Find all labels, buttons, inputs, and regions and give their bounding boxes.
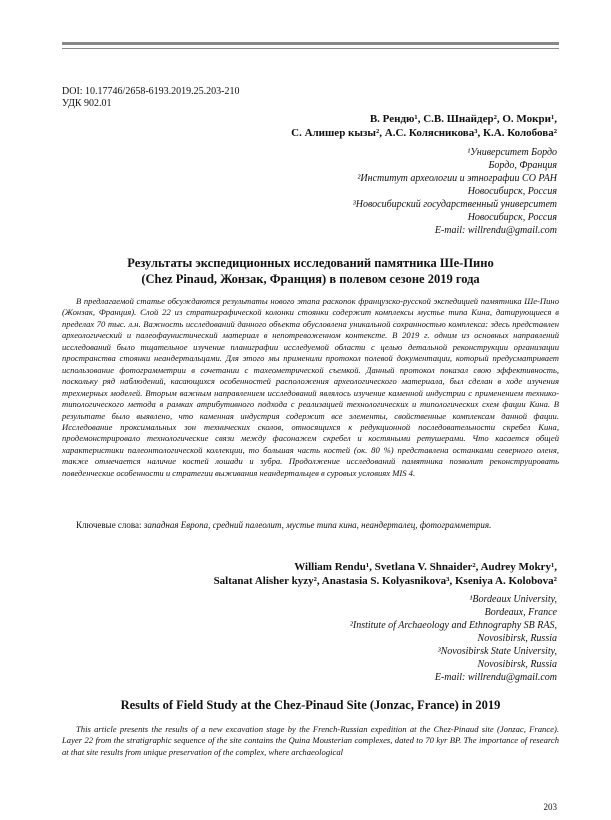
en-affiliations	[350, 593, 557, 684]
article-meta	[62, 86, 240, 110]
en-authors-line-2: Saltanat Alisher kyzy², Anastasia S. Kolyasnikova³, Kseniya A. Kolobova²	[213, 575, 557, 587]
ru-affiliation-line: ²Институт археологии и этнографии СО РАН	[357, 173, 557, 184]
ru-title-line-1: Результаты экспедиционных исследований памятника Ше-Пино	[127, 256, 494, 270]
ru-email: E-mail: willrendu@gmail.com	[434, 225, 557, 236]
ru-keywords-list: западная Европа, средний палеолит, мустье типа кина, неандерталец, фотограмметрия.	[143, 520, 492, 530]
ru-title-line-2: (Chez Pinaud, Жонзак, Франция) в полевом сезоне 2019 года	[141, 272, 480, 286]
en-affiliation-line: Novosibirsk, Russia	[477, 633, 557, 644]
ru-article-title	[62, 255, 559, 287]
ru-affiliation-line: ¹Университет Бордо	[467, 147, 557, 158]
en-affiliation-line: ¹Bordeaux University,	[469, 594, 557, 605]
ru-affiliation-line: Новосибирск, Россия	[467, 186, 557, 197]
ru-affiliation-line: ³Новосибирский государственный университет	[352, 199, 557, 210]
en-affiliation-line: ²Institute of Archaeology and Ethnography SB RAS,	[349, 620, 557, 631]
doi: DOI: 10.17746/2658-6193.2019.25.203-210	[62, 86, 240, 97]
ru-abstract: В предлагаемой статье обсуждаются результаты нового этапа раскопок французско-русской экспедицией памятника Ше-Пино (Жонзак, Франция). Слой 22 из стратиграфической колонки стоянки содержит комплексы мустье типа Кина, датирующиеся в пределах 70 тыс. л.н. Важность исследований данного объекта обусловлена уникальной сохранностью комплекса: здесь представлен археологический и палеофаунистический материал в непотревоженном контексте. В 2019 г. одним из основных направлений исследований было тщательное изучение планиграфии исследуемой области с целью детальной реконструкции организации пространства стоянки неандертальцами. Для этого мы применили протокол полевой документации, который предусматривает использование фотограмметрии в сочетании с тахеометрической съемкой. Данный протокол показал свою эффективность, поскольку ряд наблюдений, касающихся особенностей расположения археологического материала, был сделан в ходе изучения трехмерных моделей. Вторым важным направлением исследований являлось изучение каменной индустрии с применением технико-типологического метода в рамках атрибутивного подхода с реализацией технологических и типологических схем фации Кина. В результате было выявлено, что каменная индустрия содержит все элементы, свойственные комплексам данной фации. Исследование проксимальных зон технических сколов, относящихся к редукционной последовательности скребел Кина, продемонстрировало технологические связи между фасонажем скребел и костяными ретушерами. Что касается общей характеристики палеонтологической коллекции, то большая часть костей (ок. 80 %) представлена останками северного оленя, также отмечается наличие костей лошади и зубра. Продолжение исследований памятника позволит реконструировать поведенческие особенности и стратегии выживания неандертальцев в суровых условиях MIS 4.	[62, 296, 559, 478]
en-authors-line-1: William Rendu¹, Svetlana V. Shnaider², Audrey Mokry¹,	[294, 561, 557, 573]
top-rule-thick	[62, 42, 559, 45]
en-email: E-mail: willrendu@gmail.com	[434, 672, 557, 683]
en-affiliation-line: Bordeaux, France	[484, 607, 557, 618]
en-affiliation-line: Novosibirsk, Russia	[477, 659, 557, 670]
en-authors	[214, 560, 557, 588]
ru-keywords	[76, 519, 559, 531]
ru-affiliation-line: Бордо, Франция	[488, 160, 557, 171]
ru-keywords-label: Ключевые слова:	[76, 520, 142, 530]
udc-code: УДК 902.01	[62, 98, 112, 109]
en-affiliation-line: ³Novosibirsk State University,	[437, 646, 557, 657]
en-article-title	[62, 697, 559, 713]
ru-authors	[291, 112, 557, 140]
en-title-line: Results of Field Study at the Chez-Pinaud Site (Jonzac, France) in 2019	[120, 698, 501, 712]
ru-authors-line-2: С. Алишер кызы², А.С. Колясникова³, К.А. Колобова²	[291, 127, 557, 139]
ru-affiliations	[353, 146, 557, 237]
en-abstract: This article presents the results of a new excavation stage by the French-Russian expedition at the Chez-Pinaud site (Jonzac, France). Layer 22 from the stratigraphic sequence of the site contains the Quina Mousterian complexes, dated to 70 kyr BP. The importance of research at that site results from unique preservation of the complex, where archaeological	[62, 724, 559, 757]
ru-affiliation-line: Новосибирск, Россия	[467, 212, 557, 223]
top-rule-thin	[62, 48, 559, 49]
page-number: 203	[543, 802, 557, 812]
ru-authors-line-1: В. Рендю¹, С.В. Шнайдер², О. Мокри¹,	[369, 113, 557, 125]
